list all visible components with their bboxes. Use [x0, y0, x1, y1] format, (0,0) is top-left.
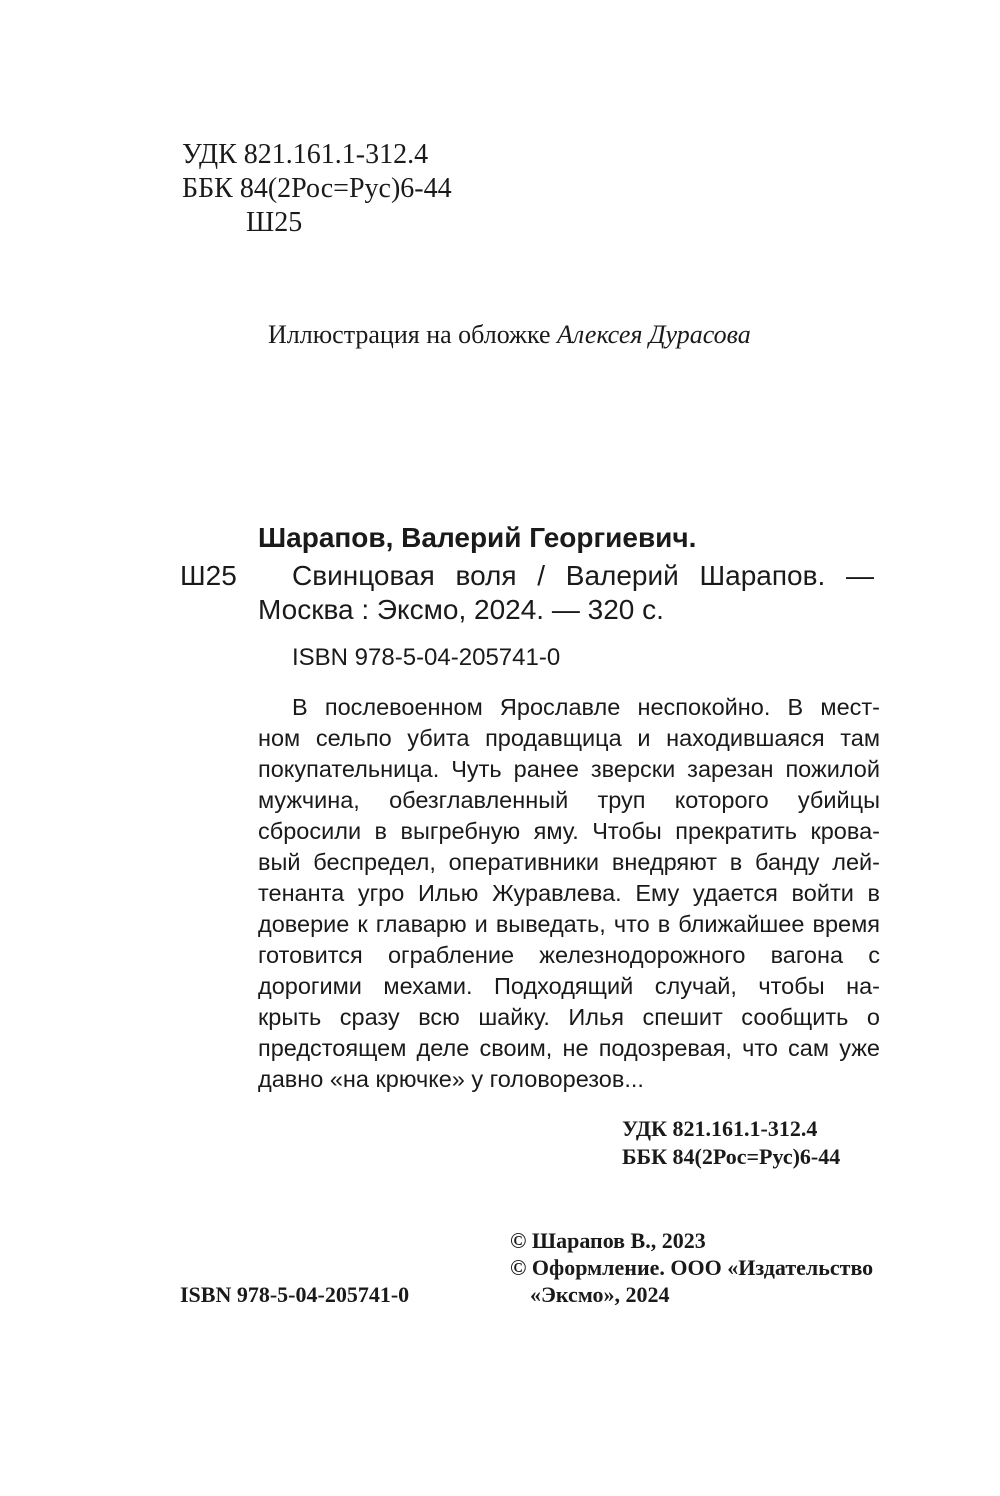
bbk-top: ББК 84(2Рос=Рус)6-44 [182, 173, 452, 204]
illustration-credit [268, 320, 751, 350]
illustration-prefix: Иллюстрация на обложке [268, 320, 551, 349]
copyright-line-1: © Шарапов В., 2023 [510, 1228, 706, 1253]
bbk-bottom: ББК 84(2Рос=Рус)6-44 [622, 1144, 841, 1169]
annotation-line-3: покупательница. Чуть ранее зверски зарезан пожилой [258, 756, 880, 782]
record-isbn: ISBN 978-5-04-205741-0 [292, 644, 561, 671]
annotation-line-8: доверие к главарю и выведать, что в ближайшее время [258, 911, 880, 937]
annotation-line-13: давно «на крючке» у головорезов... [258, 1066, 644, 1092]
annotation-line-4: мужчина, обезглавленный труп которого убийцы [258, 787, 880, 813]
annotation-line-2: ном сельпо убита продавщица и находившаяся там [258, 725, 880, 751]
annotation-line-11: крыть сразу всю шайку. Илья спешит сообщить о [258, 1004, 880, 1030]
udk-top: УДК 821.161.1-312.4 [182, 139, 429, 170]
annotation-line-7: тенанта угро Илью Журавлева. Ему удается войти в [258, 880, 880, 906]
author-heading: Шарапов, Валерий Георгиевич. [258, 522, 697, 553]
udk-bottom: УДК 821.161.1-312.4 [622, 1116, 818, 1141]
annotation-line-10: дорогими мехами. Подходящий случай, чтобы на- [258, 973, 880, 999]
annotation-line-1: В послевоенном Ярославле неспокойно. В мест- [292, 694, 880, 720]
copyright-line-3: «Эксмо», 2024 [530, 1282, 670, 1307]
record-cipher: Ш25 [180, 560, 237, 591]
illustration-artist: Алексея Дурасова [557, 320, 751, 349]
annotation-line-6: вый беспредел, оперативники внедряют в банду лей- [258, 849, 880, 875]
record-title-line-2: Москва : Эксмо, 2024. — 320 с. [258, 594, 664, 625]
record-title-line-1: Свинцовая воля / Валерий Шарапов. — [292, 560, 874, 591]
copyright-line-2: © Оформление. ООО «Издательство [510, 1255, 874, 1280]
annotation-line-9: готовится ограбление железнодорожного вагона с [258, 942, 880, 968]
cipher-top: Ш25 [246, 207, 303, 238]
annotation-line-5: сбросили в выгребную яму. Чтобы прекратить крова- [258, 818, 880, 844]
isbn-bottom: ISBN 978-5-04-205741-0 [180, 1282, 410, 1307]
annotation-line-12: предстоящем деле своим, не подозревая, что сам уже [258, 1035, 880, 1061]
